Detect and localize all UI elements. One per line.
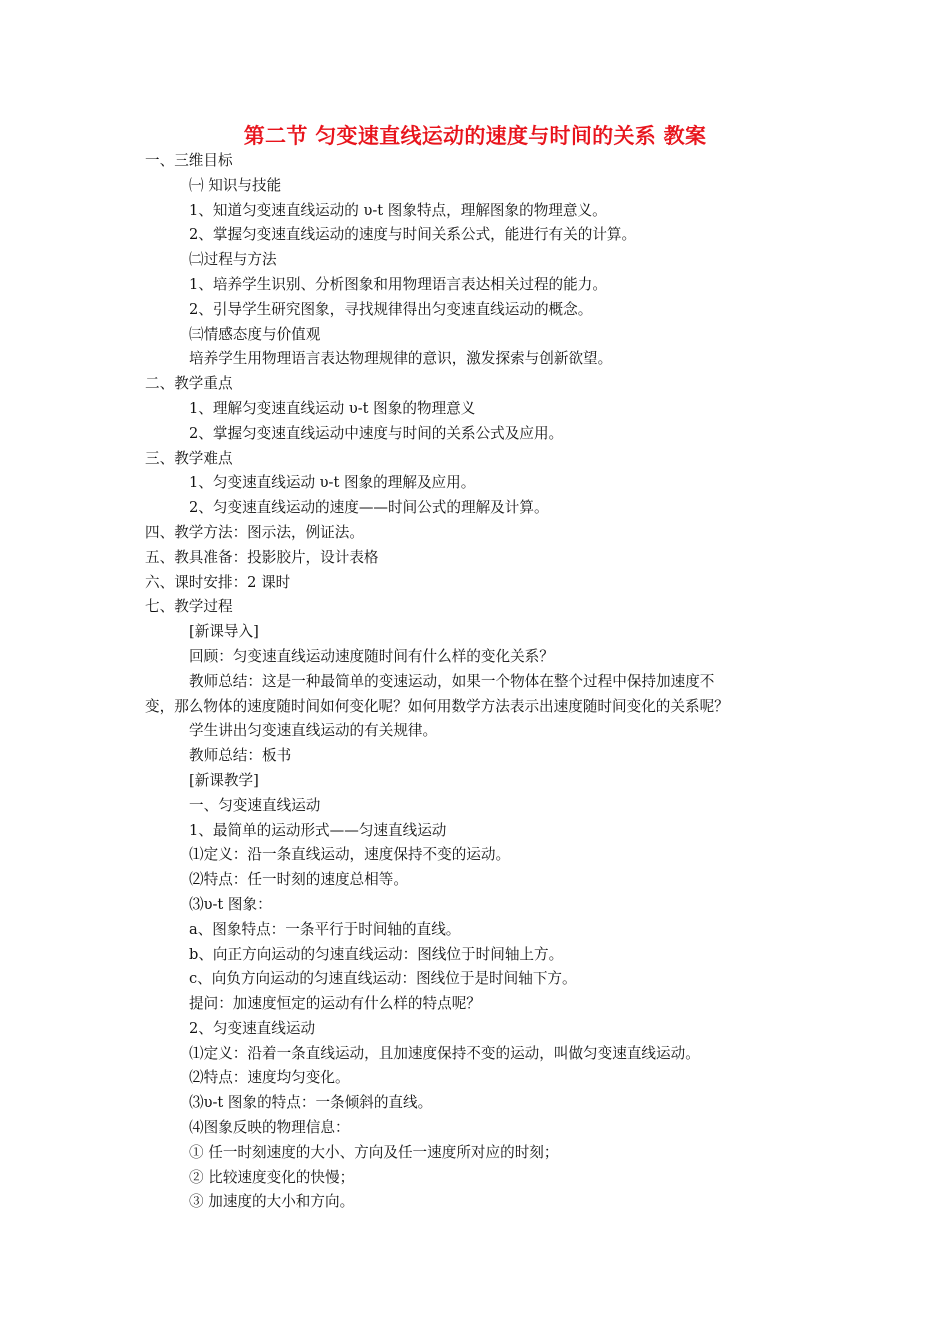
text-line: ㈢情感态度与价值观 <box>189 325 321 343</box>
text-line: 一、匀变速直线运动 <box>189 796 321 814</box>
text-line: 2、掌握匀变速直线运动的速度与时间关系公式，能进行有关的计算。 <box>189 226 637 244</box>
text-line: 回顾：匀变速直线运动速度随时间有什么样的变化关系？ <box>189 647 554 665</box>
text-line: 2、引导学生研究图象，寻找规律得出匀变速直线运动的概念。 <box>189 300 593 318</box>
text-line: 1、匀变速直线运动 υ-t 图象的理解及应用。 <box>189 474 476 492</box>
text-line: a、图象特点：一条平行于时间轴的直线。 <box>189 920 461 938</box>
text-line: 培养学生用物理语言表达物理规律的意识，激发探索与创新欲望。 <box>189 350 613 368</box>
text-line: ⑶υ-t 图象： <box>189 895 272 913</box>
text-line: 二、教学重点 <box>145 375 233 393</box>
text-line: ⑴定义：沿一条直线运动，速度保持不变的运动。 <box>189 846 511 864</box>
text-line: 三、教学难点 <box>145 449 233 467</box>
text-line: ① 任一时刻速度的大小、方向及任一速度所对应的时刻； <box>189 1143 559 1161</box>
text-line: c、向负方向运动的匀速直线运动：图线位于是时间轴下方。 <box>189 970 577 988</box>
text-line: ⑵特点：速度均匀变化。 <box>189 1069 350 1087</box>
text-line: 1、知道匀变速直线运动的 υ-t 图象特点，理解图象的物理意义。 <box>189 201 607 219</box>
text-line: 2、匀变速直线运动 <box>189 1019 316 1037</box>
text-line: ⑵特点：任一时刻的速度总相等。 <box>189 871 408 889</box>
text-line: ③ 加速度的大小和方向。 <box>189 1193 355 1211</box>
text-line: 提问：加速度恒定的运动有什么样的特点呢？ <box>189 995 481 1013</box>
text-line: [新课导入] <box>189 623 259 641</box>
text-line: 教师总结：这是一种最简单的变速运动，如果一个物体在整个过程中保持加速度不 <box>189 672 715 690</box>
text-line: ② 比较速度变化的快慢； <box>189 1168 355 1186</box>
text-line: 五、教具准备：投影胶片，设计表格 <box>145 548 379 566</box>
text-line: 六、课时安排：2 课时 <box>145 573 291 591</box>
text-line: ⑴定义：沿着一条直线运动，且加速度保持不变的运动，叫做匀变速直线运动。 <box>189 1044 700 1062</box>
text-line: 1、最简单的运动形式——匀速直线运动 <box>189 821 447 839</box>
text-line: [新课教学] <box>189 771 259 789</box>
document-title: 第二节 匀变速直线运动的速度与时间的关系 教案 <box>243 124 707 148</box>
document-body <box>0 149 950 1215</box>
text-line: 1、培养学生识别、分析图象和用物理语言表达相关过程的能力。 <box>189 275 607 293</box>
text-line: b、向正方向运动的匀速直线运动：图线位于时间轴上方。 <box>189 945 564 963</box>
text-line: ㈡过程与方法 <box>189 251 277 269</box>
text-line: 四、教学方法：图示法，例证法。 <box>145 523 364 541</box>
text-line: 2、匀变速直线运动的速度——时间公式的理解及计算。 <box>189 499 549 517</box>
text-line: 变，那么物体的速度随时间如何变化呢？如何用数学方法表示出速度随时间变化的关系呢？ <box>145 697 729 715</box>
text-line: 学生讲出匀变速直线运动的有关规律。 <box>189 722 438 740</box>
text-line: 七、教学过程 <box>145 598 233 616</box>
text-line: ㈠ 知识与技能 <box>189 176 282 194</box>
text-line: 1、理解匀变速直线运动 υ-t 图象的物理意义 <box>189 399 476 417</box>
text-line: 教师总结：板书 <box>189 747 292 765</box>
text-line: 一、三维目标 <box>145 152 233 169</box>
text-line: 2、掌握匀变速直线运动中速度与时间的关系公式及应用。 <box>189 424 564 442</box>
text-line: ⑶υ-t 图象的特点：一条倾斜的直线。 <box>189 1094 433 1112</box>
text-line: ⑷图象反映的物理信息： <box>189 1119 350 1137</box>
